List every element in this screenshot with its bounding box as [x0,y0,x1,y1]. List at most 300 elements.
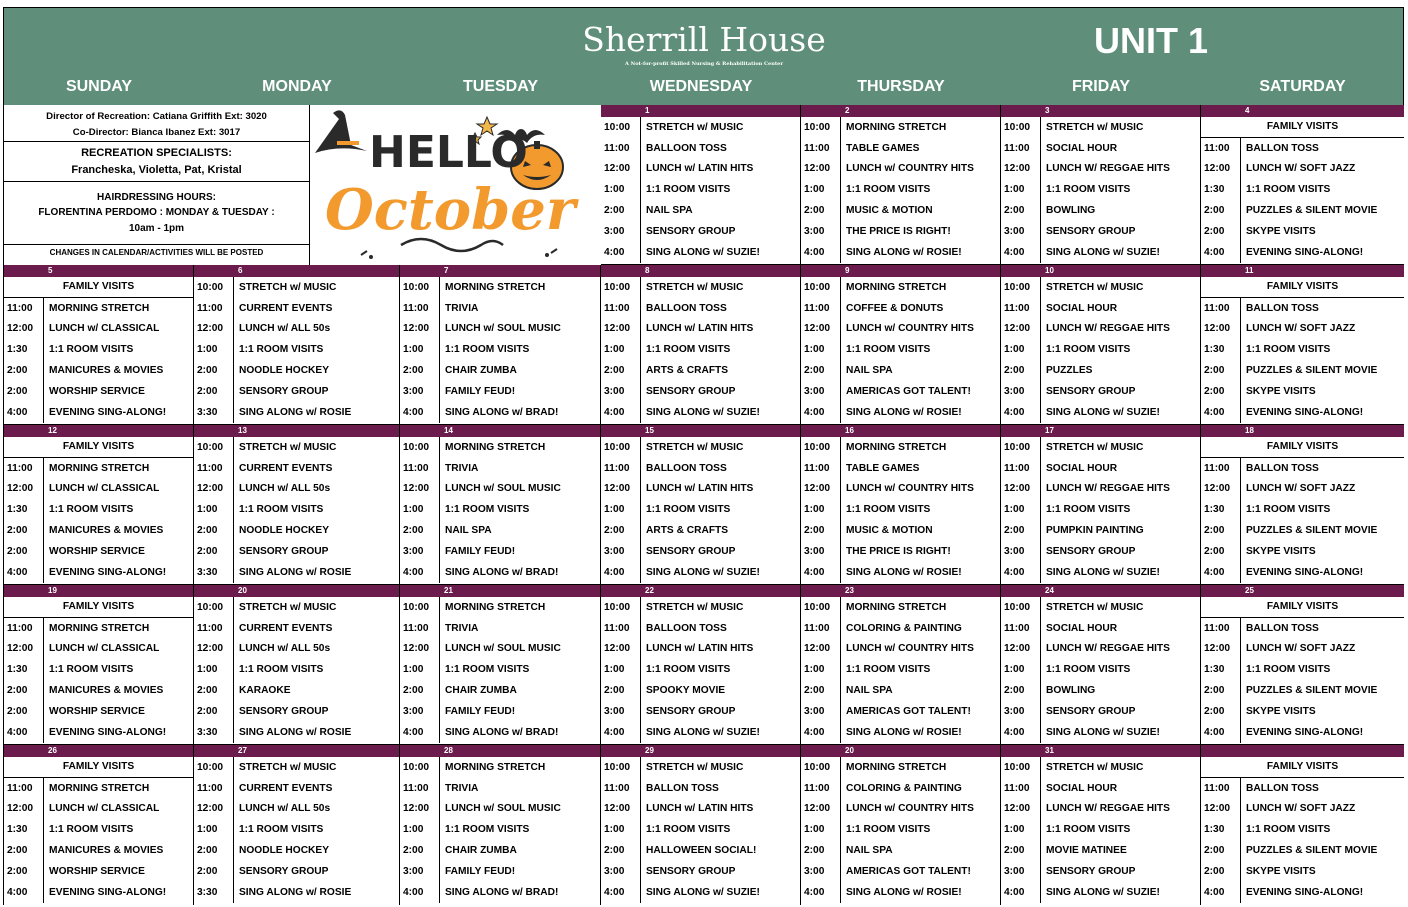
activity-row [194,757,399,778]
activity-time: 4:00 [601,882,641,903]
activity-time: 4:00 [400,562,440,583]
activity-row [1001,402,1200,423]
activity-name: SOCIAL HOUR [1046,782,1118,794]
activity-time: 3:00 [601,541,641,562]
activity-name: 1:1 ROOM VISITS [239,824,324,836]
activity-name: MOVIE MATINEE [1046,845,1127,857]
activity-row [1201,339,1404,360]
day-cell [1001,105,1201,265]
activity-name: SING ALONG w/ ROSIE! [846,566,962,578]
activity-name: SENSORY GROUP [646,865,736,877]
activity-time: 2:00 [194,541,234,562]
activity-time: 2:00 [194,680,234,701]
activity-time: 1:00 [601,819,641,840]
activity-name: 1:1 ROOM VISITS [1246,824,1331,836]
activity-row [4,319,193,340]
activity-row [801,277,1000,298]
activity-name: 1:1 ROOM VISITS [646,504,731,516]
activity-name: MORNING STRETCH [846,441,947,453]
day-cell [4,425,194,585]
activity-time: 4:00 [4,882,44,903]
activity-row [1201,562,1404,583]
activity-name: TRIVIA [445,302,479,314]
activity-name: 1:1 ROOM VISITS [1046,184,1131,196]
activity-row [4,680,193,701]
activity-time: 1:00 [400,659,440,680]
activity-row [1201,200,1404,221]
date-bar: 6 [194,265,399,277]
activity-row [1001,381,1200,402]
activity-time: 2:00 [4,381,44,402]
activity-row [194,319,399,340]
date-bar: 25 [1201,585,1404,597]
activity-name: 1:1 ROOM VISITS [1246,504,1331,516]
activity-time: 2:00 [4,541,44,562]
activity-time: 12:00 [4,639,44,660]
activity-time: 2:00 [4,861,44,882]
activity-name: LUNCH W/ REGGAE HITS [1046,323,1170,335]
activity-name: MANICURES & MOVIES [49,525,164,537]
activity-row [1001,138,1200,159]
day-cell [601,745,801,905]
activity-row [601,778,800,799]
activity-name: 1:1 ROOM VISITS [846,504,931,516]
activity-row [400,437,600,458]
activity-time: 3:00 [400,701,440,722]
family-visits-header: FAMILY VISITS [1201,277,1404,298]
activity-row [1001,778,1200,799]
activity-name: LUNCH W/ SOFT JAZZ [1246,483,1356,495]
activity-name: STRETCH w/ MUSIC [646,761,744,773]
activity-row [400,597,600,618]
activity-name: SOCIAL HOUR [1046,462,1118,474]
calendar [3,7,1404,905]
activity-time: 3:00 [601,221,641,242]
day-cell [194,425,400,585]
activity-row [400,701,600,722]
activity-name: SENSORY GROUP [646,225,736,237]
activity-row [400,799,600,820]
activity-time: 2:00 [801,200,841,221]
activity-row [1001,298,1200,319]
activity-time: 11:00 [1001,778,1041,799]
activity-time: 10:00 [801,597,841,618]
activity-name: 1:1 ROOM VISITS [49,824,134,836]
activity-time: 4:00 [801,562,841,583]
activity-name: ARTS & CRAFTS [646,365,729,377]
activity-name: BALLON TOSS [646,782,719,794]
activity-time: 1:00 [400,499,440,520]
activity-name: LUNCH W/ SOFT JAZZ [1246,643,1356,655]
activity-time: 11:00 [400,778,440,799]
activity-time: 12:00 [194,479,234,500]
activity-time: 12:00 [601,319,641,340]
date-bar: 20 [194,585,399,597]
activity-time: 12:00 [1201,479,1241,500]
activity-time: 11:00 [400,458,440,479]
activity-time: 1:00 [801,339,841,360]
activity-row [400,659,600,680]
activity-row [601,179,800,200]
date-bar: 9 [801,265,1000,277]
activity-name: WORSHIP SERVICE [49,545,145,557]
activity-name: COFFEE & DONUTS [846,302,944,314]
activity-name: MORNING STRETCH [49,622,150,634]
activity-time: 1:30 [1201,339,1241,360]
activity-row [601,659,800,680]
activity-name: ARTS & CRAFTS [646,525,729,537]
activity-time: 4:00 [601,562,641,583]
activity-row [601,541,800,562]
activity-time: 12:00 [400,799,440,820]
activity-row [1201,701,1404,722]
activity-name: MANICURES & MOVIES [49,685,164,697]
activity-row [1201,221,1404,242]
activity-row [601,799,800,820]
date-bar: 4 [1201,105,1404,117]
activity-name: BALLON TOSS [1246,302,1319,314]
date-bar: 19 [4,585,193,597]
activity-time: 2:00 [4,840,44,861]
activity-row [1201,659,1404,680]
activity-row [194,499,399,520]
activity-row [801,458,1000,479]
activity-time: 4:00 [601,722,641,743]
activity-name: SENSORY GROUP [1046,545,1136,557]
activity-name: 1:1 ROOM VISITS [846,664,931,676]
activity-time: 4:00 [801,242,841,263]
activity-row [801,242,1000,263]
activity-row [1001,319,1200,340]
activity-time: 11:00 [801,138,841,159]
activity-name: STRETCH w/ MUSIC [1046,281,1144,293]
activity-time: 2:00 [1001,520,1041,541]
activity-time: 11:00 [601,138,641,159]
activity-row [4,861,193,882]
activity-time: 11:00 [194,618,234,639]
activity-row [1001,757,1200,778]
date-bar: 5 [4,265,193,277]
date-bar: 20 [801,745,1000,757]
activity-row [1201,882,1404,903]
activity-row [1001,680,1200,701]
activity-name: MORNING STRETCH [445,761,546,773]
family-visits-header: FAMILY VISITS [1201,757,1404,778]
day-cell [1001,265,1201,425]
activity-time: 2:00 [1001,840,1041,861]
activity-name: MORNING STRETCH [49,302,150,314]
activity-name: CHAIR ZUMBA [445,365,517,377]
activity-time: 1:00 [1001,339,1041,360]
activity-row [4,381,193,402]
activity-time: 1:30 [1201,499,1241,520]
day-cell [601,425,801,585]
activity-name: LUNCH w/ LATIN HITS [646,803,754,815]
activity-name: LUNCH w/ CLASSICAL [49,643,160,655]
activity-row [601,319,800,340]
activity-row [1001,618,1200,639]
activity-time: 2:00 [1001,200,1041,221]
activity-time: 3:00 [801,541,841,562]
activity-name: STRETCH w/ MUSIC [646,601,744,613]
activity-name: SOCIAL HOUR [1046,302,1118,314]
date-bar: 13 [194,425,399,437]
activity-time: 2:00 [4,520,44,541]
director-line: Director of Recreation: Catiana Griffith Ext: 3020 [46,111,267,122]
activity-name: SENSORY GROUP [1046,225,1136,237]
activity-name: SING ALONG w/ SUZIE! [1046,566,1160,578]
activity-row [4,479,193,500]
activity-row [801,757,1000,778]
activity-time: 10:00 [601,597,641,618]
activity-row [1201,799,1404,820]
activity-name: SENSORY GROUP [646,545,736,557]
activity-name: SKYPE VISITS [1246,705,1316,717]
activity-time: 1:00 [1001,179,1041,200]
activity-name: MORNING STRETCH [49,782,150,794]
day-monday: MONDAY [262,78,332,95]
activity-row [601,458,800,479]
activity-name: BALLON TOSS [1246,782,1319,794]
activity-row [1201,242,1404,263]
activity-time: 1:00 [1001,819,1041,840]
date-bar: 1 [601,105,800,117]
activity-name: NOODLE HOCKEY [239,525,329,537]
activity-row [1001,179,1200,200]
activity-time: 11:00 [1001,618,1041,639]
activity-name: EVENING SING-ALONG! [49,406,167,418]
activity-row [601,200,800,221]
activity-time: 11:00 [1001,138,1041,159]
activity-time: 12:00 [801,319,841,340]
activity-row [4,562,193,583]
activity-name: SING ALONG w/ SUZIE! [646,246,760,258]
activity-time: 3:30 [194,882,234,903]
activity-row [4,520,193,541]
activity-row [4,618,193,639]
activity-name: LUNCH w/ SOUL MUSIC [445,323,561,335]
activity-row [601,882,800,903]
activity-time: 3:30 [194,722,234,743]
activity-row [400,840,600,861]
activity-time: 11:00 [194,778,234,799]
activity-row [601,479,800,500]
day-sunday: SUNDAY [65,78,133,95]
day-cell [194,585,400,745]
activity-time: 10:00 [194,597,234,618]
activity-row [801,541,1000,562]
hair-line-2: 10am - 1pm [128,223,185,234]
activity-time: 2:00 [4,701,44,722]
activity-row [1201,319,1404,340]
activity-name: LUNCH w/ SOUL MUSIC [445,643,561,655]
activity-name: EVENING SING-ALONG! [49,566,167,578]
activity-row [801,701,1000,722]
activity-row [801,861,1000,882]
activity-row [1001,882,1200,903]
activity-time: 12:00 [801,159,841,180]
activity-name: LUNCH w/ COUNTRY HITS [846,643,974,655]
activity-name: MORNING STRETCH [846,121,947,133]
activity-time: 11:00 [601,458,641,479]
activity-name: 1:1 ROOM VISITS [846,184,931,196]
activity-row [601,298,800,319]
activity-row [1001,339,1200,360]
activity-name: 1:1 ROOM VISITS [445,504,530,516]
activity-row [801,319,1000,340]
activity-time: 2:00 [1201,360,1241,381]
activity-time: 1:00 [601,339,641,360]
activity-row [400,298,600,319]
activity-time: 1:00 [1001,499,1041,520]
activity-name: LUNCH w/ CLASSICAL [49,483,160,495]
activity-name: LUNCH W/ SOFT JAZZ [1246,323,1356,335]
day-cell [601,265,801,425]
activity-time: 11:00 [1001,298,1041,319]
activity-row [194,701,399,722]
activity-row [1001,499,1200,520]
activity-time: 10:00 [601,277,641,298]
activity-time: 12:00 [4,319,44,340]
activity-name: SING ALONG w/ BRAD! [445,566,559,578]
day-cell [1001,745,1201,905]
activity-time: 12:00 [1201,799,1241,820]
activity-name: TRIVIA [445,622,479,634]
activity-row [194,819,399,840]
activity-name: FAMILY FEUD! [445,705,516,717]
activity-time: 1:00 [194,499,234,520]
activity-name: LUNCH W/ REGGAE HITS [1046,483,1170,495]
date-bar: 22 [601,585,800,597]
activity-row [601,360,800,381]
day-cell [801,585,1001,745]
activity-name: LUNCH w/ SOUL MUSIC [445,803,561,815]
activity-name: AMERICAS GOT TALENT! [846,865,971,877]
activity-row [801,562,1000,583]
activity-row [194,799,399,820]
activity-time: 3:00 [601,381,641,402]
activity-name: FAMILY FEUD! [445,385,516,397]
activity-time: 12:00 [4,479,44,500]
day-cell [400,425,601,585]
activity-row [400,458,600,479]
activity-time: 11:00 [1201,778,1241,799]
activity-time: 2:00 [194,360,234,381]
activity-time: 1:30 [1201,819,1241,840]
activity-name: MORNING STRETCH [49,462,150,474]
activity-row [4,639,193,660]
activity-time: 2:00 [601,200,641,221]
activity-row [601,242,800,263]
activity-time: 1:00 [400,819,440,840]
activity-row [601,381,800,402]
activity-row [601,757,800,778]
day-cell [400,265,601,425]
activity-row [4,819,193,840]
activity-time: 11:00 [1201,458,1241,479]
activity-name: LUNCH w/ COUNTRY HITS [846,323,974,335]
activity-name: SING ALONG w/ SUZIE! [646,406,760,418]
activity-time: 12:00 [1001,319,1041,340]
activity-name: MORNING STRETCH [445,281,546,293]
day-saturday: SATURDAY [1259,78,1346,95]
activity-time: 1:00 [601,659,641,680]
activity-row [1201,722,1404,743]
activity-name: LUNCH w/ ALL 50s [239,643,331,655]
activity-row [400,639,600,660]
activity-name: 1:1 ROOM VISITS [49,344,134,356]
activity-row [4,778,193,799]
witch-hat-icon [315,110,367,153]
activity-name: SENSORY GROUP [1046,705,1136,717]
activity-name: 1:1 ROOM VISITS [846,824,931,836]
day-cell [194,745,400,905]
activity-time: 2:00 [1201,541,1241,562]
date-bar: 27 [194,745,399,757]
activity-row [801,402,1000,423]
activity-name: NAIL SPA [846,685,893,697]
activity-name: TRIVIA [445,782,479,794]
activity-row [4,701,193,722]
activity-time: 12:00 [1201,159,1241,180]
activity-time: 10:00 [801,437,841,458]
activity-time: 12:00 [801,479,841,500]
activity-name: EVENING SING-ALONG! [1246,246,1364,258]
activity-time: 1:00 [1001,659,1041,680]
activity-name: 1:1 ROOM VISITS [239,504,324,516]
activity-row [4,840,193,861]
activity-name: CURRENT EVENTS [239,782,333,794]
activity-name: NOODLE HOCKEY [239,365,329,377]
date-bar: 11 [1201,265,1404,277]
activity-time: 1:00 [194,659,234,680]
activity-name: SING ALONG w/ ROSIE [239,566,352,578]
activity-row [194,861,399,882]
activity-row [601,618,800,639]
date-bar: 7 [400,265,600,277]
activity-time: 4:00 [1001,882,1041,903]
day-cell [400,585,601,745]
activity-time: 11:00 [801,458,841,479]
activity-row [801,659,1000,680]
activity-row [194,882,399,903]
activity-time: 4:00 [1201,242,1241,263]
activity-row [194,458,399,479]
activity-row [1201,680,1404,701]
activity-time: 3:00 [801,701,841,722]
activity-row [1201,639,1404,660]
activity-time: 11:00 [4,298,44,319]
activity-row [194,680,399,701]
activity-name: PUMPKIN PAINTING [1046,525,1144,537]
date-bar: 26 [4,745,193,757]
day-cell [601,585,801,745]
activity-time: 10:00 [801,757,841,778]
activity-time: 3:00 [400,861,440,882]
date-bar: 16 [801,425,1000,437]
activity-time: 2:00 [4,680,44,701]
activity-time: 1:30 [4,339,44,360]
day-cell [801,105,1001,265]
day-cell [1201,745,1404,905]
activity-name: SING ALONG w/ SUZIE! [1046,886,1160,898]
activity-row [1201,778,1404,799]
activity-row [601,562,800,583]
activity-name: STRETCH w/ MUSIC [239,761,337,773]
activity-time: 3:00 [601,861,641,882]
activity-row [194,659,399,680]
activity-row [194,541,399,562]
